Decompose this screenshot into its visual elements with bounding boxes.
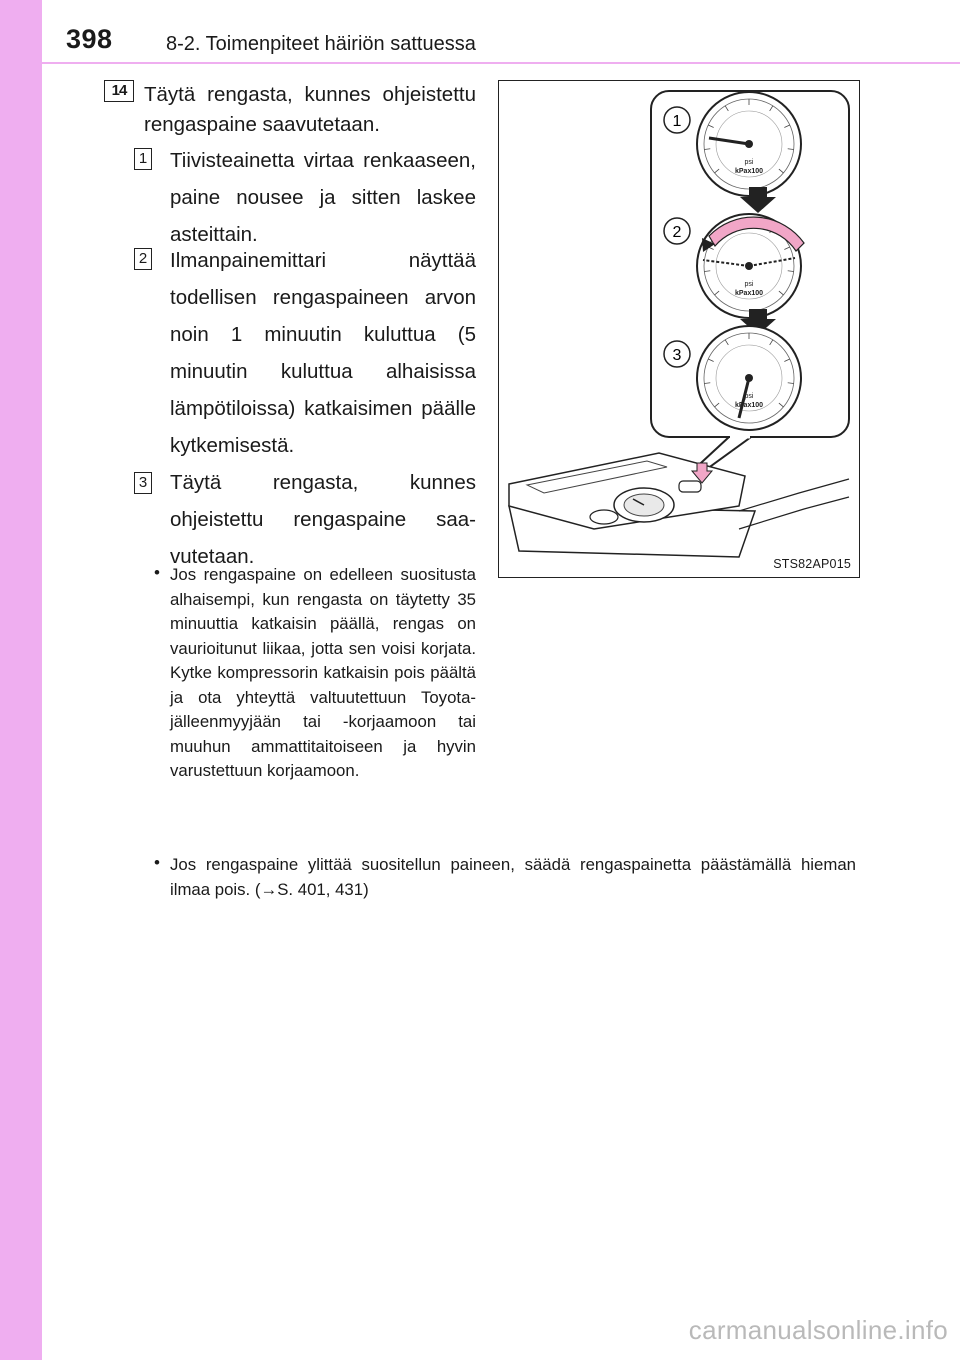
callout-label-1: 1 bbox=[672, 113, 682, 130]
callout-label-2: 2 bbox=[672, 224, 682, 241]
figure-code: STS82AP015 bbox=[773, 557, 851, 571]
substep-number-2: 2 bbox=[134, 248, 152, 270]
section-title: 8-2. Toimenpiteet häiriön sattuessa bbox=[166, 33, 476, 55]
step-instruction: Täytä rengasta, kunnes ohjeistettu rengaspaine saavutetaan. bbox=[144, 83, 476, 136]
note-bullet-2: Jos rengaspaine ylittää suositellun paineen, säädä rengaspainetta päästämällä hieman ilmaa pois. (→S. 401, 431) bbox=[170, 855, 856, 899]
substep-number-3: 3 bbox=[134, 472, 152, 494]
page-side-tab bbox=[0, 0, 42, 1360]
substep-text-1: Tiivisteainetta virtaa renkaaseen, paine nousee ja sitten laskee asteittain. bbox=[170, 149, 476, 246]
tire-repair-kit-compressor bbox=[509, 453, 849, 557]
substep-text-2: Ilmanpainemittari näyttää todellisen rengaspaineen arvon noin 1 minuutin kuluttua (5 minuutin kuluttua alhaisissa lämpötiloissa) katkaisimen päälle kytkemisestä. bbox=[170, 249, 476, 457]
note-bullet-1: Jos rengaspaine on edelleen suositusta alhaisempi, kun rengasta on täytetty 35 minuuttia katkaisin päällä, rengas on vaurioitunut liikaa, jotta sen voisi korjata. Kytke kompressorin katkaisin pois päältä ja ota yhteyttä valtuutettuun Toyota-jälleenmyyjään tai -korjaamoon tai muuhun ammattitaitoiseen ja hyvin varustettuun korjaamoon. bbox=[170, 565, 476, 780]
substep-number-1: 1 bbox=[134, 148, 152, 170]
callout-label-3: 3 bbox=[672, 347, 682, 364]
substep-text-3: Täytä rengasta, kunnes ohjeistettu rengaspaine saavutetaan. bbox=[170, 471, 476, 568]
step-number-badge: 14 bbox=[104, 80, 134, 102]
bullet-marker: • bbox=[154, 853, 160, 872]
watermark-text: carmanualsonline.info bbox=[688, 1315, 948, 1345]
compressor-gauge-illustration bbox=[484, 80, 860, 578]
page-number: 398 bbox=[66, 24, 113, 54]
gauge-3 bbox=[697, 326, 801, 430]
bullet-marker: • bbox=[154, 563, 160, 582]
illustration-drawing: psi kPax100 1 2 3 bbox=[499, 81, 859, 577]
header-divider bbox=[42, 62, 960, 64]
gauge-1 bbox=[697, 92, 801, 196]
